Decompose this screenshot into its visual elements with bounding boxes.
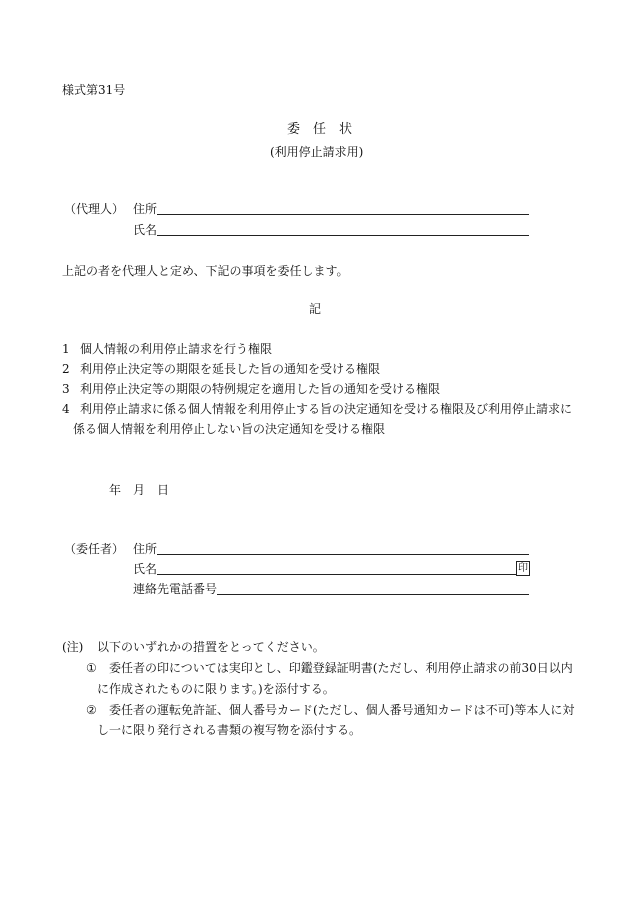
- item-number: 4: [62, 402, 70, 416]
- principal-phone-field[interactable]: [217, 594, 529, 595]
- notes-intro: 以下のいずれかの措置をとってください。: [97, 640, 325, 654]
- note-text: 委任者の印については実印とし、印鑑登録証明書(ただし、利用停止請求の前30日以内: [109, 661, 573, 675]
- agent-name-field[interactable]: [157, 235, 529, 236]
- document-subtitle: (利用停止請求用): [270, 145, 364, 159]
- principal-phone-label: 連絡先電話番号: [133, 582, 218, 596]
- principal-label: （委任者）: [64, 542, 125, 556]
- agent-name-label: 氏名: [133, 223, 158, 237]
- item-number: 3: [62, 382, 70, 396]
- ki-heading: 記: [309, 302, 322, 316]
- form-number: 様式第31号: [62, 83, 126, 97]
- item-text-continued: 係る個人情報を利用停止しない旨の決定通知を受ける権限: [73, 422, 386, 436]
- delegation-statement: 上記の者を代理人と定め、下記の事項を委任します。: [62, 264, 349, 278]
- agent-address-label: 住所: [133, 202, 158, 216]
- item-number: 1: [62, 342, 70, 356]
- note-text-continued: に作成されたものに限ります。)を添付する。: [97, 682, 335, 696]
- principal-address-label: 住所: [133, 542, 158, 556]
- item-number: 2: [62, 362, 70, 376]
- item-text: 利用停止決定等の期限の特例規定を適用した旨の通知を受ける権限: [80, 382, 441, 396]
- notes-label: (注): [62, 640, 84, 654]
- item-text: 利用停止請求に係る個人情報を利用停止する旨の決定通知を受ける権限及び利用停止請求に: [80, 402, 573, 416]
- note-text-continued: し一に限り発行される書類の複写物を添付する。: [97, 723, 362, 737]
- note-mark: ①: [86, 661, 97, 675]
- agent-address-field[interactable]: [157, 214, 529, 215]
- note-text: 委任者の運転免許証、個人番号カード(ただし、個人番号通知カードは不可)等本人に対: [109, 703, 575, 717]
- agent-label: （代理人）: [64, 202, 125, 216]
- date-line[interactable]: 年 月 日: [109, 483, 170, 497]
- seal-box: 印: [518, 563, 528, 574]
- item-text: 個人情報の利用停止請求を行う権限: [80, 342, 273, 356]
- principal-name-field[interactable]: [157, 574, 517, 575]
- principal-address-field[interactable]: [157, 554, 529, 555]
- principal-name-label: 氏名: [133, 562, 158, 576]
- note-mark: ②: [86, 703, 97, 717]
- item-text: 利用停止決定等の期限を延長した旨の通知を受ける権限: [80, 362, 381, 376]
- document-title: 委 任 状: [287, 122, 353, 137]
